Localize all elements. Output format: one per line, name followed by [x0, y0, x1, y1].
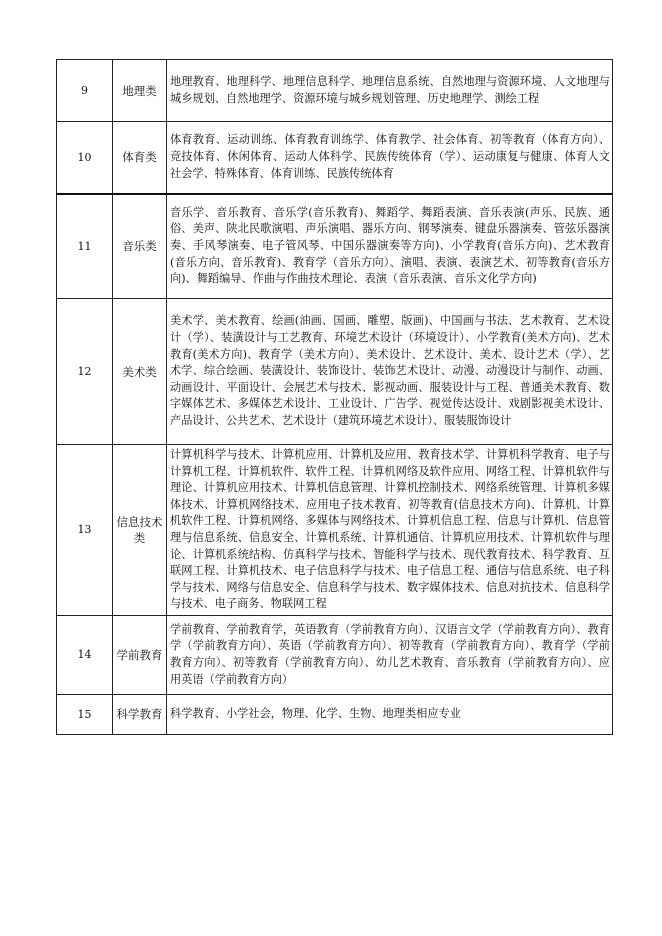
row-number: 11: [57, 194, 113, 299]
row-number: 14: [57, 615, 113, 694]
table-row: [57, 299, 613, 445]
category-label: 音乐类: [113, 194, 167, 299]
table-row: [57, 694, 613, 734]
category-label: 学前教育: [113, 615, 167, 694]
category-label: 信息技术类: [113, 445, 167, 616]
majors-list: 学前教育、学前教育学，英语教育（学前教育方向）、汉语言文学（学前教育方向）、教育学（学前教育方向）、英语（学前教育方向）、初等教育（学前教育方向）、教育学（学前教育方向）、初等教育（学前教育方向）、幼儿艺术教育、音乐教育（学前教育方向）、应用英语（学前教育方向）: [167, 615, 613, 694]
table-row: [57, 122, 613, 194]
row-number: 15: [57, 694, 113, 734]
majors-table: [56, 59, 613, 735]
category-label: 地理类: [113, 60, 167, 122]
table-row: [57, 194, 613, 299]
row-number: 9: [57, 60, 113, 122]
majors-list: 计算机科学与技术、计算机应用、计算机及应用、教育技术学、计算机科学教育、电子与计算机工程、计算机软件、软件工程、计算机网络及软件应用、网络工程、计算机软件与理论、计算机应用技术、计算机信息管理、计算机控制技术、网络系统管理、计算机多媒体技术、计算机网络技术、应用电子技术教育、初等教育(信息技术方向)、计算机、计算机软件工程、计算机网络、多媒体与网络技术、计算机信息工程、信息与计算机、信息管理与信息系统、信息安全、计算机系统、计算机通信、计算机应用技术、计算机软件与理论、计算机系统结构、仿真科学与技术、智能科学与技术、现代教育技术、科学教育、互联网工程、计算机技术、电子信息科学与技术、电子信息工程、通信与信息系统、电子科学与技术、网络与信息安全、信息科学与技术、数字媒体技术、信息对抗技术、信息科学与技术、电子商务、物联网工程: [167, 445, 613, 616]
row-number: 13: [57, 445, 113, 616]
category-label: 美术类: [113, 299, 167, 445]
majors-list: 体育教育、运动训练、体育教育训练学、体育教学、社会体育、初等教育（体育方向）、竞技体育、休闲体育、运动人体科学、民族传统体育（学）、运动康复与健康、体育人文社会学、特殊体育、体育训练、民族传统体育: [167, 122, 613, 194]
table-row: [57, 445, 613, 616]
majors-list: 科学教育、小学社会，物理、化学、生物、地理类相应专业: [167, 694, 613, 734]
row-number: 12: [57, 299, 113, 445]
category-label: 科学教育: [113, 694, 167, 734]
table-row: [57, 60, 613, 122]
majors-list: 美术学、美术教育、绘画(油画、国画、雕塑、版画)、中国画与书法、艺术教育、艺术设计（学）、装潢设计与工艺教育、环境艺术设计（环境设计）、小学教育(美术方向)、艺术教育(美术方向)、教育学（美术方向）、美术设计、艺术设计、美术、设计艺术（学）、艺术学、综合绘画、装潢设计、装饰设计、装饰艺术设计、动漫、动漫设计与制作、动画、动画设计、平面设计、会展艺术与技术、影视动画、服装设计与工程、普通美术教育、数字媒体艺术、多媒体艺术设计、工业设计、广告学、视觉传达设计、戏剧影视美术设计、产品设计、公共艺术、艺术设计（建筑环境艺术设计）、服装服饰设计: [167, 299, 613, 445]
category-label: 体育类: [113, 122, 167, 194]
majors-list: 音乐学、音乐教育、音乐学(音乐教育)、舞蹈学、舞蹈表演、音乐表演(声乐、民族、通俗、美声、陕北民歌演唱、声乐演唱、器乐方向、钢琴演奏、键盘乐器演奏、管弦乐器演奏、手风琴演奏、电子管风琴、中国乐器演奏等方向)、小学教育(音乐方向)、艺术教育(音乐方向、音乐教育)、教育学（音乐方向）、演唱、表演、表演艺术、初等教育(音乐方向)、舞蹈编导、作曲与作曲技术理论、表演（音乐表演、音乐文化学方向): [167, 194, 613, 299]
table-row: [57, 615, 613, 694]
majors-list: 地理教育、地理科学、地理信息科学、地理信息系统、自然地理与资源环境、人文地理与城乡规划、自然地理学、资源环境与城乡规划管理、历史地理学、测绘工程: [167, 60, 613, 122]
row-number: 10: [57, 122, 113, 194]
